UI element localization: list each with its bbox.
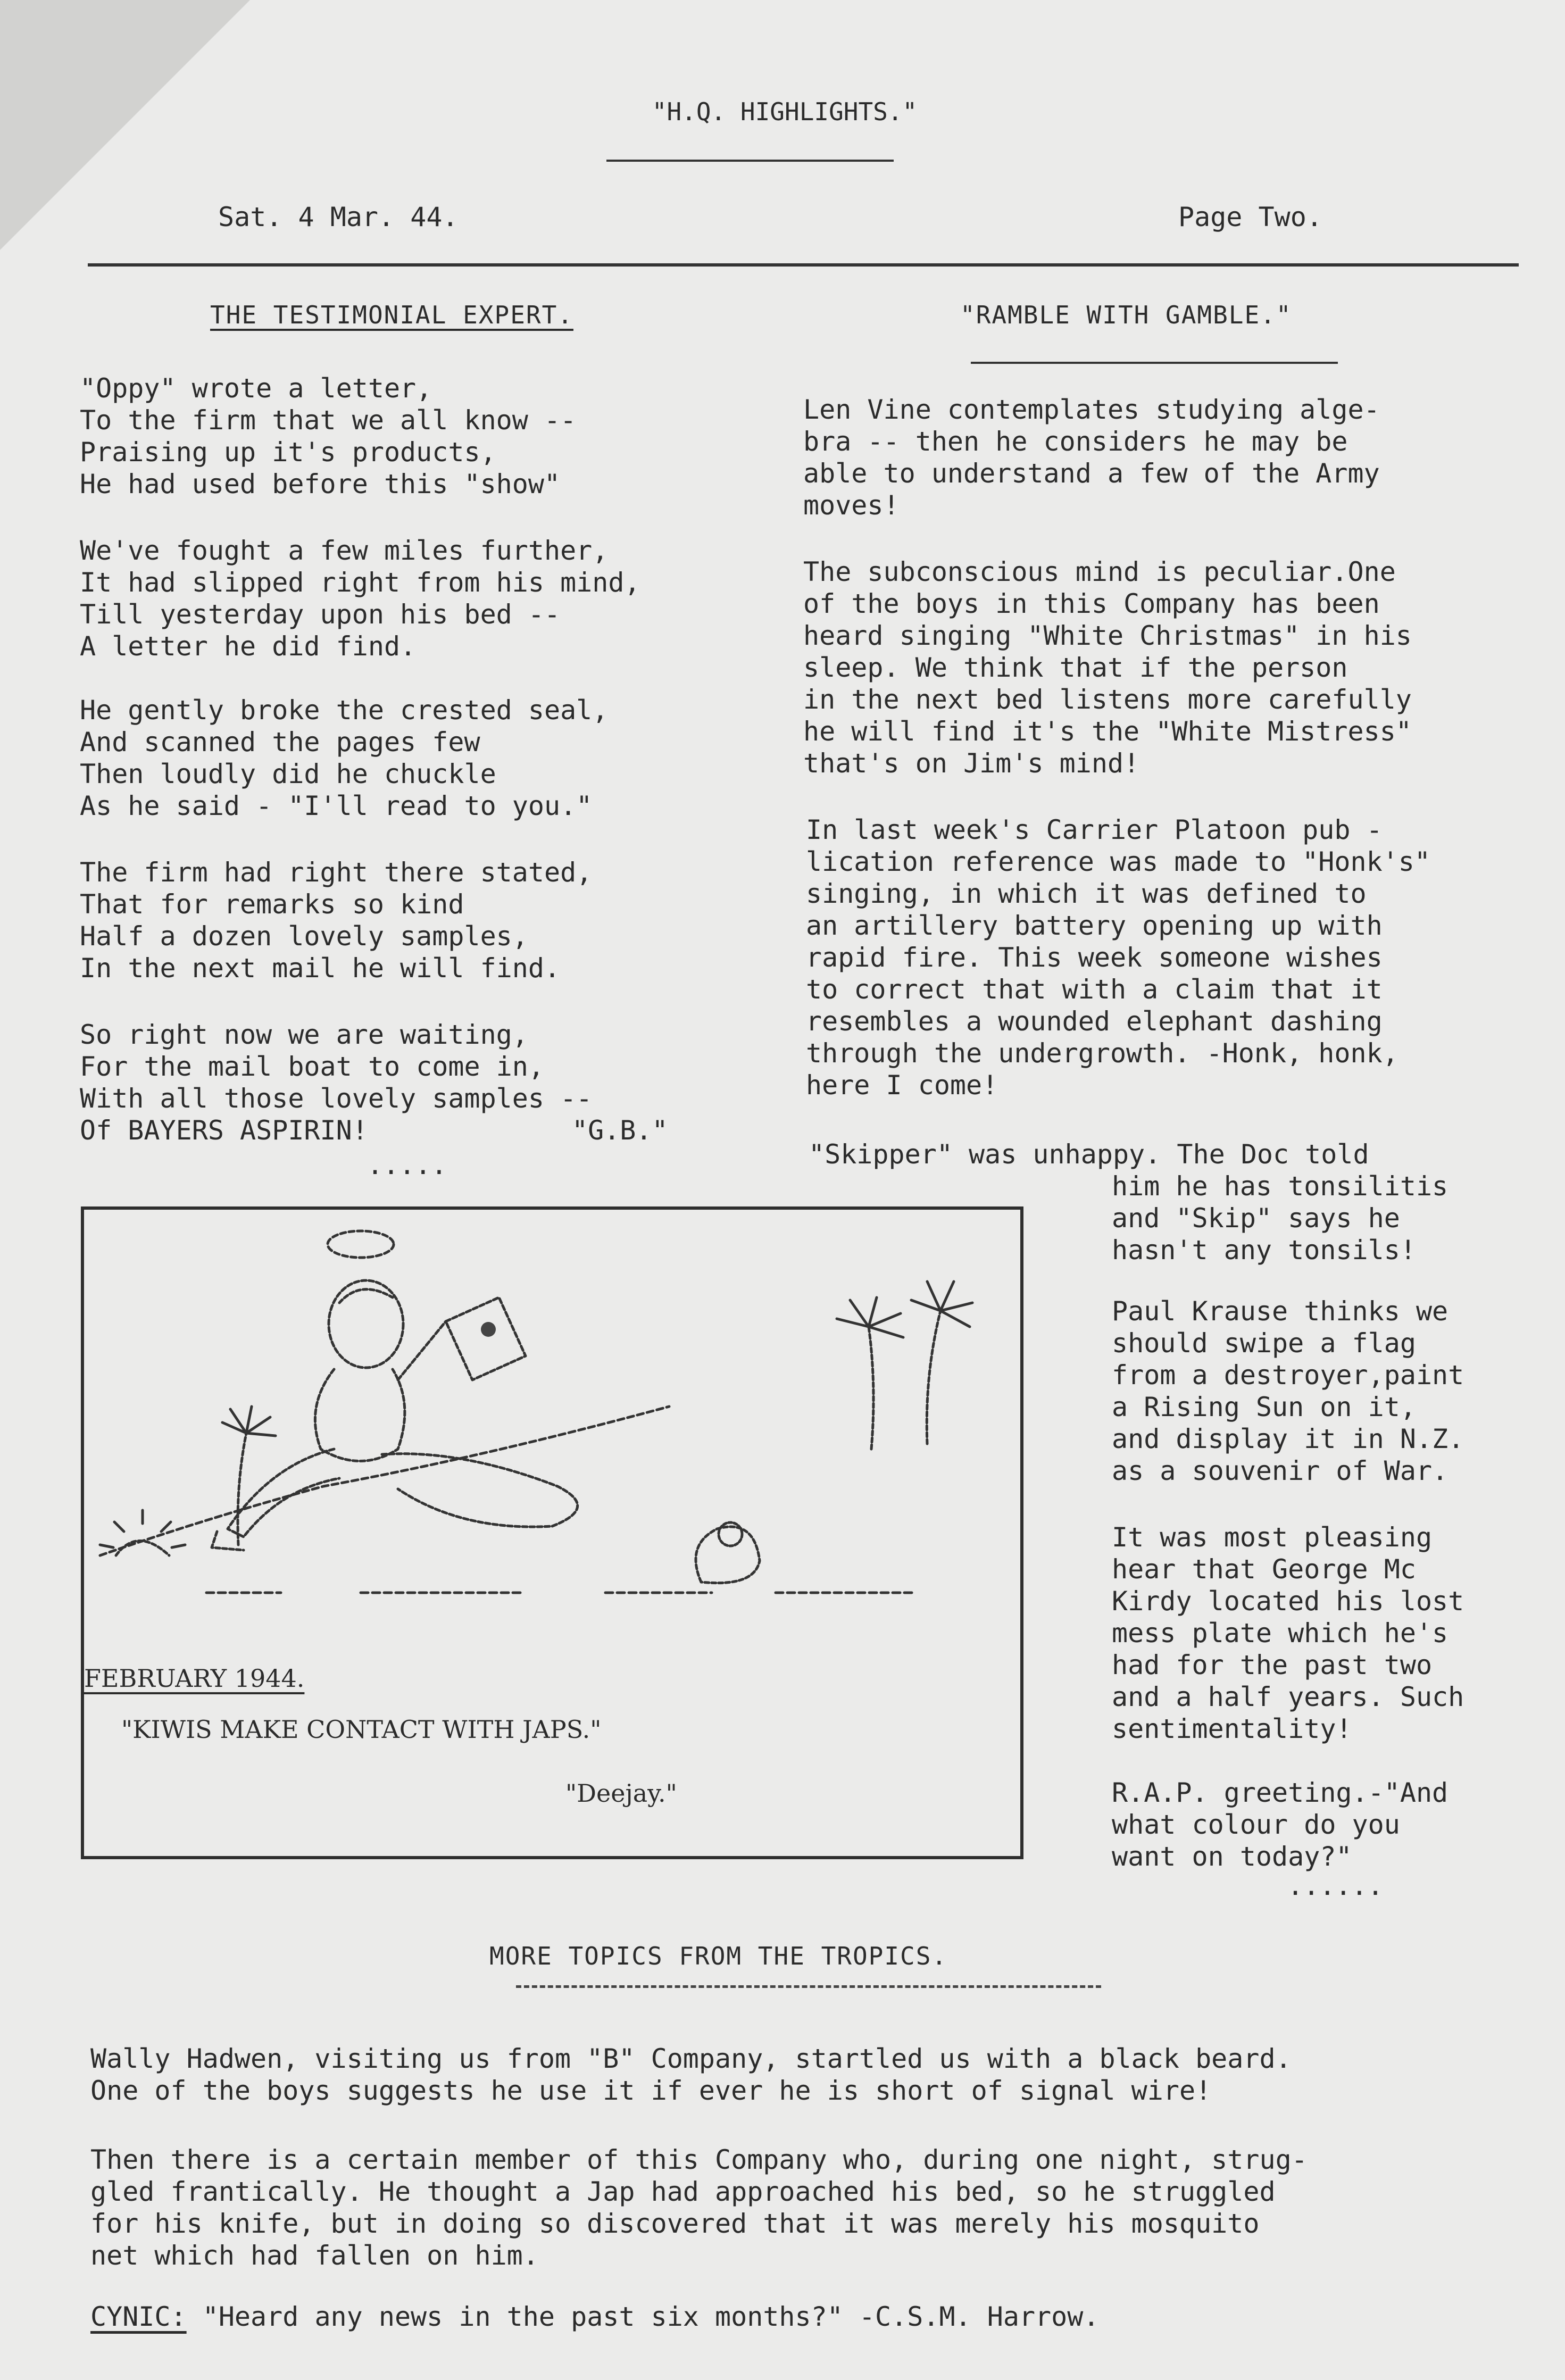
cartoon-drawing xyxy=(84,1210,1020,1856)
ramble-line: an artillery battery opening up with xyxy=(806,910,1383,941)
poem-line: A letter he did find. xyxy=(80,631,417,662)
tropics-paragraph-1 xyxy=(90,2043,1292,2107)
ramble-line: Paul Krause thinks we xyxy=(1112,1296,1449,1327)
issue-date: Sat. 4 Mar. 44. xyxy=(218,202,459,232)
ramble-narrow-2 xyxy=(1112,1295,1464,1487)
poem-line: Half a dozen lovely samples, xyxy=(80,921,528,952)
header-rule xyxy=(88,263,1519,267)
poem-line: With all those lovely samples -- xyxy=(80,1083,593,1114)
tropics-heading-rule-line xyxy=(516,1985,1101,1988)
ramble-line: sleep. We think that if the person xyxy=(803,652,1348,683)
ramble-line: The subconscious mind is peculiar.One xyxy=(803,556,1396,587)
poem-line: For the mail boat to come in, xyxy=(80,1051,544,1082)
ramble-paragraph-3 xyxy=(806,814,1430,1101)
poem-line: He gently broke the crested seal, xyxy=(80,695,609,726)
ramble-line: singing, in which it was defined to xyxy=(806,878,1367,909)
cartoon-date: FEBRUARY 1944. xyxy=(84,1664,305,1693)
poem-stanza-1 xyxy=(80,372,576,500)
ramble-line: and "Skip" says he xyxy=(1112,1203,1400,1234)
folded-page-corner xyxy=(0,0,250,250)
poem-line: "Oppy" wrote a letter, xyxy=(80,373,432,404)
poem-line: To the firm that we all know -- xyxy=(80,405,577,436)
ramble-line: he will find it's the "White Mistress" xyxy=(803,716,1412,747)
ramble-heading: "RAMBLE WITH GAMBLE." xyxy=(960,301,1292,329)
ramble-line: able to understand a few of the Army xyxy=(803,458,1380,489)
ramble-line: R.A.P. greeting.-"And xyxy=(1112,1777,1449,1808)
poem-line: We've fought a few miles further, xyxy=(80,535,609,566)
ramble-line: him he has tonsilitis xyxy=(1112,1171,1449,1202)
right-palm-2 xyxy=(927,1311,940,1444)
ramble-narrow-3 xyxy=(1112,1521,1464,1745)
ramble-line: and display it in N.Z. xyxy=(1112,1424,1464,1454)
poem-stanza-3 xyxy=(80,694,608,822)
right-palm-1 xyxy=(869,1327,873,1449)
testimonial-heading: THE TESTIMONIAL EXPERT. xyxy=(210,301,573,329)
ramble-line: should swipe a flag xyxy=(1112,1328,1416,1359)
ramble-line: of the boys in this Company has been xyxy=(803,588,1380,619)
tropics-line: Wally Hadwen, visiting us from "B" Company, startled us with a black beard. xyxy=(90,2043,1292,2074)
ramble-line: sentimentality! xyxy=(1112,1713,1352,1744)
halo-shape xyxy=(328,1231,394,1258)
ramble-paragraph-2 xyxy=(803,556,1412,779)
body-shape xyxy=(315,1369,404,1461)
ramble-line: It was most pleasing xyxy=(1112,1522,1433,1553)
poem-line: So right now we are waiting, xyxy=(80,1019,528,1050)
tropics-line: One of the boys suggests he use it if ever he is short of signal wire! xyxy=(90,2075,1212,2106)
ramble-paragraph-1 xyxy=(803,394,1380,521)
tropics-paragraph-2 xyxy=(90,2144,1308,2271)
poem-stanza-5 xyxy=(80,1019,592,1146)
ramble-line: in the next bed listens more carefully xyxy=(803,684,1412,715)
ramble-line: mess plate which he's xyxy=(1112,1618,1449,1649)
tropics-line: gled frantically. He thought a Jap had approached his bed, so he struggled xyxy=(90,2176,1276,2207)
ramble-line: hear that George Mc xyxy=(1112,1554,1416,1585)
crouching-figure xyxy=(696,1527,760,1583)
ramble-line: rapid fire. This week someone wishes xyxy=(806,942,1383,973)
tropics-line: net which had fallen on him. xyxy=(90,2240,539,2271)
poem-line: As he said - "I'll read to you." xyxy=(80,790,593,821)
poem-line: Of BAYERS ASPIRIN! xyxy=(80,1115,368,1146)
tropics-heading: MORE TOPICS FROM THE TROPICS. xyxy=(489,1942,948,1970)
ramble-line: hasn't any tonsils! xyxy=(1112,1235,1416,1266)
ramble-line: want on today?" xyxy=(1112,1841,1352,1872)
ramble-line: a Rising Sun on it, xyxy=(1112,1392,1416,1422)
cartoon-caption: "KIWIS MAKE CONTACT WITH JAPS." xyxy=(121,1715,602,1744)
ramble-paragraph-4: "Skipper" was unhappy. The Doc told xyxy=(809,1139,1369,1170)
ramble-line: moves! xyxy=(803,490,900,521)
ramble-line: here I come! xyxy=(806,1070,998,1101)
tropics-line: for his knife, but in doing so discovered that it was merely his mosquito xyxy=(90,2208,1260,2239)
ramble-line: Kirdy located his lost xyxy=(1112,1586,1464,1617)
cynic-label: CYNIC: xyxy=(90,2301,187,2332)
poem-line: Praising up it's products, xyxy=(80,437,496,468)
poem-line: It had slipped right from his mind, xyxy=(80,567,640,598)
ramble-line: lication reference was made to "Honk's" xyxy=(806,846,1430,877)
poem-signature: "G.B." xyxy=(572,1115,668,1146)
ramble-line: resembles a wounded elephant dashing xyxy=(806,1006,1383,1037)
cynic-line xyxy=(90,2301,1099,2333)
ramble-line: had for the past two xyxy=(1112,1650,1433,1680)
poem-line: He had used before this "show" xyxy=(80,469,561,500)
page-number: Page Two. xyxy=(1178,202,1322,232)
front-leg xyxy=(228,1449,339,1537)
head-shape xyxy=(329,1280,403,1368)
ramble-line: to correct that with a claim that it xyxy=(806,974,1383,1005)
poem-line: Then loudly did he chuckle xyxy=(80,759,496,789)
ramble-line: Len Vine contemplates studying alge- xyxy=(803,394,1380,425)
ramble-end-mark: ...... xyxy=(1287,1870,1384,1901)
flag-sun xyxy=(481,1322,496,1337)
rear-leg xyxy=(382,1454,578,1527)
ramble-line: through the undergrowth. -Honk, honk, xyxy=(806,1038,1398,1069)
left-palm xyxy=(238,1433,246,1545)
ramble-line: what colour do you xyxy=(1112,1809,1400,1840)
poem-line: That for remarks so kind xyxy=(80,889,464,920)
tropics-line: Then there is a certain member of this Company who, during one night, strug- xyxy=(90,2144,1308,2175)
ramble-line: as a souvenir of War. xyxy=(1112,1455,1449,1486)
poem-line: And scanned the pages few xyxy=(80,727,480,758)
cynic-text: "Heard any news in the past six months?" -C.S.M. Harrow. xyxy=(186,2301,1100,2332)
poem-line: Till yesterday upon his bed -- xyxy=(80,599,561,630)
poem-line: The firm had right there stated, xyxy=(80,857,593,888)
poem-end-mark: ..... xyxy=(367,1150,447,1180)
cartoon-frame xyxy=(81,1206,1023,1859)
title-rule xyxy=(606,160,894,162)
ramble-line: that's on Jim's mind! xyxy=(803,748,1140,779)
flag-shape xyxy=(446,1297,526,1380)
cartoon-artist: "Deejay." xyxy=(565,1779,677,1808)
newsletter-title: "H.Q. HIGHLIGHTS." xyxy=(652,97,918,126)
ramble-narrow-1 xyxy=(1112,1170,1448,1266)
rising-sun xyxy=(116,1541,169,1556)
ground-line xyxy=(100,1407,669,1555)
ramble-line: and a half years. Such xyxy=(1112,1682,1464,1712)
poem-line: In the next mail he will find. xyxy=(80,953,561,984)
ramble-narrow-4 xyxy=(1112,1777,1448,1873)
ramble-line: bra -- then he considers he may be xyxy=(803,426,1348,457)
ramble-line: from a destroyer,paint xyxy=(1112,1360,1464,1391)
poem-stanza-2 xyxy=(80,535,640,662)
ramble-line: In last week's Carrier Platoon pub - xyxy=(806,814,1383,845)
poem-stanza-4 xyxy=(80,856,592,984)
ramble-line: heard singing "White Christmas" in his xyxy=(803,620,1412,651)
ramble-heading-rule xyxy=(971,362,1338,364)
